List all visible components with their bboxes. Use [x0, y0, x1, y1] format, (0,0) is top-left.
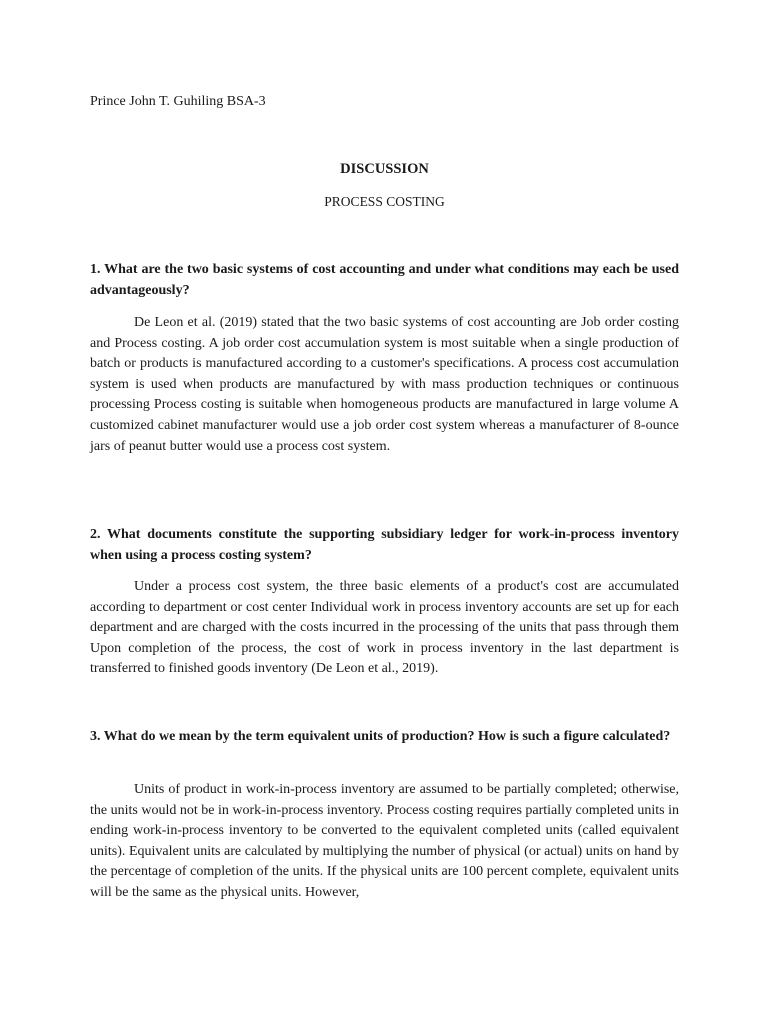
answer-2: Under a process cost system, the three basic elements of a product's cost are accumulated according to department or cost center Individual work in process inventory accounts are set up for each department and are charged with the costs incurred in the processing of the units that pass through them Upon completion of the process, the cost of work in process inventory in the last department is transferred to finished goods inventory (De Leon et al., 2019).	[90, 579, 679, 677]
document-subheading: PROCESS COSTING	[324, 194, 445, 209]
author-line: Prince John T. Guhiling BSA-3	[90, 94, 266, 109]
answer-3: Units of product in work-in-process inventory are assumed to be partially completed; otherwise, the units would not be in work-in-process inventory. Process costing requires partially completed units in ending work-in-process inventory to be converted to the equivalent completed units (called equivalent units). Equivalent units are calculated by multiplying the number of physical (or actual) units on hand by the percentage of completion of the units. If the physical units are 100 percent complete, equivalent units will be the same as the physical units. However,	[90, 782, 679, 900]
document-heading: DISCUSSION	[340, 161, 429, 177]
question-1: 1. What are the two basic systems of cost accounting and under what conditions may each be used advantageously?	[90, 262, 679, 298]
question-2: 2. What documents constitute the supporting subsidiary ledger for work-in-process inventory when using a process costing system?	[90, 527, 679, 563]
question-3: 3. What do we mean by the term equivalent units of production? How is such a figure calculated?	[90, 729, 671, 744]
answer-1: De Leon et al. (2019) stated that the two basic systems of cost accounting are Job order costing and Process costing. A job order cost accumulation system is most suitable when a single production of batch or products is manufactured according to a customer's specifications. A process cost accumulation system is used when products are manufactured by with mass production techniques or continuous processing Process costing is suitable when homogeneous products are manufactured in large volume A customized cabinet manufacturer would use a job order cost system whereas a manufacturer of 8-ounce jars of peanut butter would use a process cost system.	[90, 315, 679, 454]
